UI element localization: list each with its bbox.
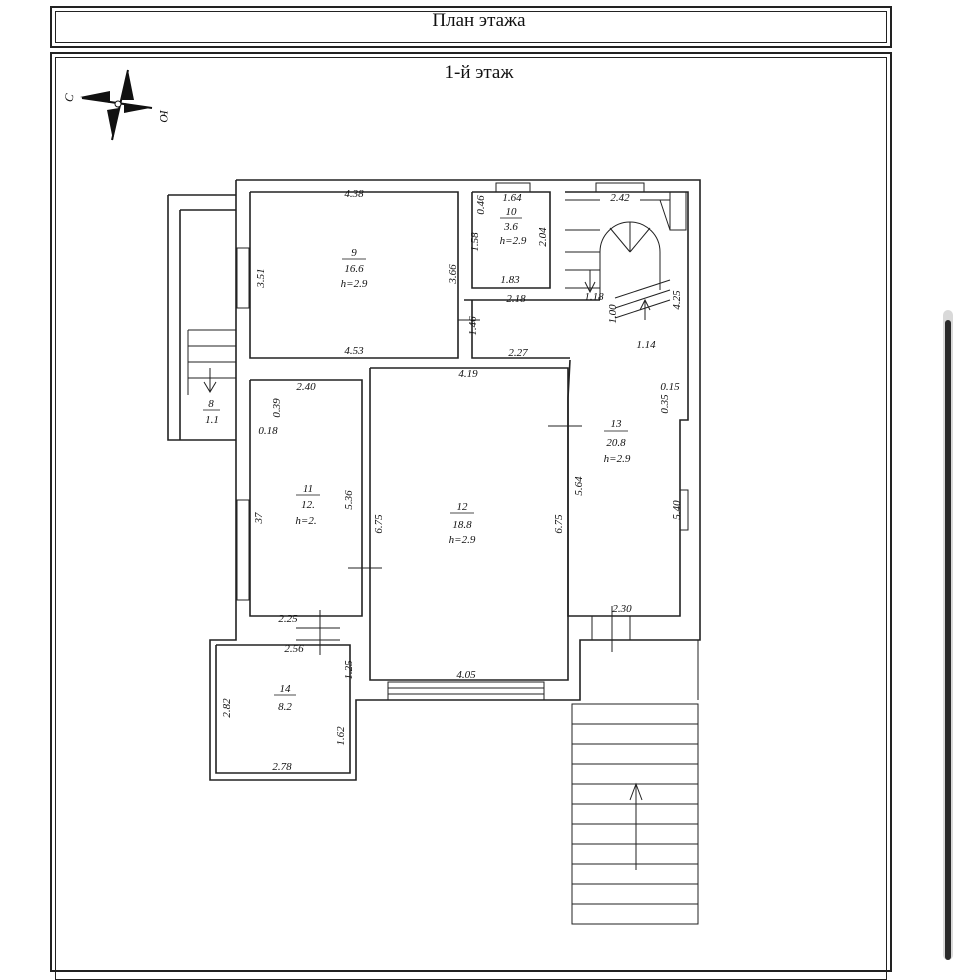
room-9-height: h=2.9 (340, 278, 368, 290)
dim-label: 1.14 (636, 339, 656, 351)
dim-label: 2.30 (612, 603, 632, 615)
floor-subtitle: 1-й этаж (444, 62, 514, 83)
dim-label: 2.04 (537, 227, 549, 247)
dim-label: 1.64 (502, 192, 522, 204)
dim-label: 1.83 (500, 274, 520, 286)
spiral-staircase (565, 200, 670, 320)
dim-label: 3.66 (447, 264, 459, 284)
dim-label: 4.38 (344, 188, 364, 200)
room-12-height: h=2.9 (448, 534, 476, 546)
dim-label: 2.82 (221, 698, 233, 718)
dim-label: 0.35 (659, 394, 671, 414)
dim-label: 37 (253, 512, 265, 524)
dim-label: 6.75 (373, 514, 385, 534)
room-9-number: 9 (351, 247, 357, 259)
page-title: План этажа (432, 10, 526, 31)
room-13-height: h=2.9 (603, 453, 631, 465)
dim-label: 5.36 (343, 490, 355, 510)
compass-south-label: Ю (157, 110, 171, 123)
room-11-height: h=2. (295, 515, 317, 527)
dim-label: 1.58 (469, 232, 481, 252)
room-12-number: 12 (456, 501, 468, 513)
room-10-area: 3.6 (504, 221, 518, 233)
dim-label: 0.18 (258, 425, 278, 437)
room-8-number: 8 (208, 398, 214, 410)
room-10-height: h=2.9 (499, 235, 527, 247)
dim-label: 1.18 (584, 291, 604, 303)
room-8-area: 1.1 (205, 414, 219, 426)
dim-label: 3.51 (255, 268, 267, 288)
dim-label: 2.78 (272, 761, 292, 773)
dim-label: 5.64 (573, 476, 585, 496)
dim-label: 0.39 (271, 398, 283, 418)
building-walls (168, 180, 700, 780)
dim-label: 1.62 (335, 726, 347, 746)
room-13-number: 13 (610, 418, 622, 430)
dim-label: 1.25 (343, 660, 355, 680)
room-11-area: 12. (301, 499, 315, 511)
dim-label: 2.27 (508, 347, 528, 359)
entrance-stairs (572, 640, 698, 924)
dim-label: 2.56 (284, 643, 304, 655)
compass-north-label: С (61, 92, 77, 103)
room-13-area: 20.8 (606, 437, 626, 449)
dim-label: 1.00 (607, 304, 619, 324)
dim-label: 2.42 (610, 192, 630, 204)
dim-label: 6.75 (553, 514, 565, 534)
dim-label: 4.19 (458, 368, 478, 380)
room-14-area: 8.2 (278, 701, 292, 713)
room-14-number: 14 (279, 683, 291, 695)
room-11-number: 11 (302, 483, 314, 495)
dim-label: 1.46 (467, 316, 479, 336)
room-10-number: 10 (505, 206, 517, 218)
dim-label: 4.05 (456, 669, 476, 681)
dim-label: 0.15 (660, 381, 680, 393)
dim-label: 4.53 (344, 345, 364, 357)
dim-label: 0.46 (475, 195, 487, 215)
dim-label: 5.40 (671, 500, 683, 520)
stairs-room-8 (188, 330, 236, 395)
room-9-area: 16.6 (344, 263, 364, 275)
dim-label: 2.25 (278, 613, 298, 625)
room-12-area: 18.8 (452, 519, 472, 531)
dim-label: 2.40 (296, 381, 316, 393)
dim-label: 2.18 (506, 293, 526, 305)
compass-rose-icon (80, 70, 152, 140)
dim-label: 4.25 (671, 290, 683, 310)
